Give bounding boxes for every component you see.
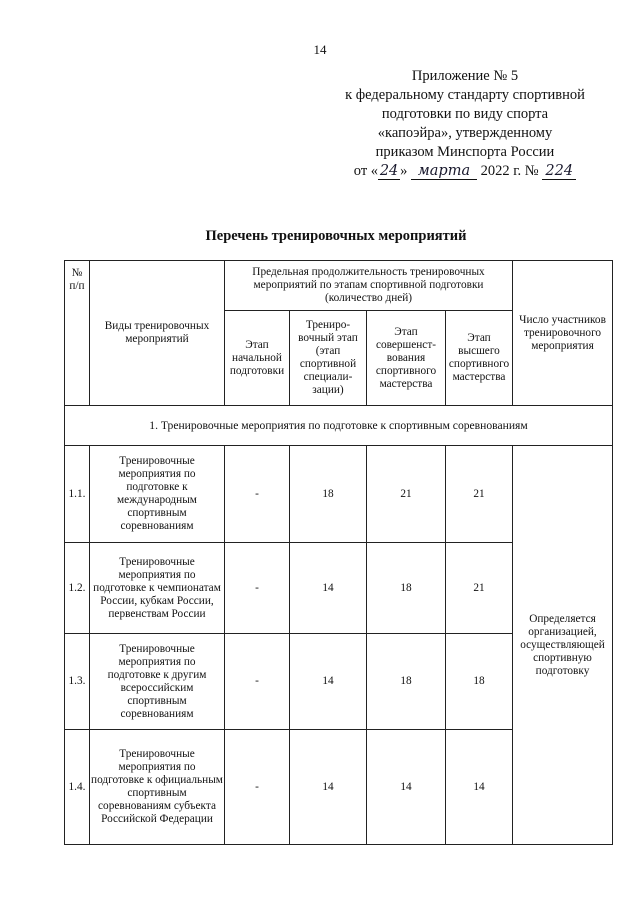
row-stage-improvement: 18 xyxy=(367,543,446,634)
order-number-handwritten: 224 xyxy=(542,163,576,180)
table-row xyxy=(65,446,613,543)
row-stage-initial: - xyxy=(225,446,290,543)
row-stage-training: 14 xyxy=(290,543,367,634)
row-name: Тренировочные мероприятия по подготовке к чемпионатам России, кубкам России, первенствам России xyxy=(90,543,225,634)
appendix-line-2: к федеральному стандарту спортивной xyxy=(345,87,585,103)
row-stage-improvement: 21 xyxy=(367,446,446,543)
row-stage-highest: 14 xyxy=(446,730,513,845)
row-stage-training: 18 xyxy=(290,446,367,543)
page-number: 14 xyxy=(313,42,327,57)
row-stage-improvement: 14 xyxy=(367,730,446,845)
row-stage-initial: - xyxy=(225,543,290,634)
appendix-line-4: «капоэйра», утвержденному xyxy=(377,125,553,141)
row-number: 1.2. xyxy=(65,543,90,634)
row-stage-training: 14 xyxy=(290,634,367,730)
section-title: 1. Тренировочные мероприятия по подготовке к спортивным соревнованиям xyxy=(65,406,613,446)
header-duration-group: Предельная продолжительность тренировочных мероприятий по этапам спортивной подготовки (количество дней) xyxy=(225,261,513,311)
row-name: Тренировочные мероприятия по подготовке к международным спортивным соревнованиям xyxy=(90,446,225,543)
appendix-date-line xyxy=(320,162,610,181)
header-stage-improvement: Этап совершенст-вования спортивного мастерства xyxy=(367,311,446,406)
date-day-handwritten: 24 xyxy=(379,163,399,179)
participants-value: Определяется организацией, осуществляющей спортивную подготовку xyxy=(513,446,613,845)
row-name: Тренировочные мероприятия по подготовке к официальным спортивным соревнованиям субъекта Российской Федерации xyxy=(90,730,225,845)
header-stage-initial: Этап начальной подготовки xyxy=(225,311,290,406)
date-mid: » xyxy=(400,163,411,179)
row-stage-highest: 21 xyxy=(446,446,513,543)
page-title: Перечень тренировочных мероприятий xyxy=(205,228,467,244)
row-number: 1.3. xyxy=(65,634,90,730)
date-year: 2022 г. № xyxy=(476,163,543,179)
appendix-header xyxy=(320,67,610,181)
appendix-line-1: Приложение № 5 xyxy=(411,68,519,84)
row-name: Тренировочные мероприятия по подготовке к другим всероссийским спортивным соревнованиям xyxy=(90,634,225,730)
row-number: 1.1. xyxy=(65,446,90,543)
date-prefix: от « xyxy=(353,163,379,179)
row-stage-initial: - xyxy=(225,730,290,845)
header-stage-training: Трениро-вочный этап (этап спортивной специали-зации) xyxy=(290,311,367,406)
row-stage-highest: 18 xyxy=(446,634,513,730)
header-participants: Число участников тренировочного мероприятия xyxy=(513,261,613,406)
header-types: Виды тренировочных мероприятий xyxy=(90,261,225,406)
row-stage-initial: - xyxy=(225,634,290,730)
row-stage-improvement: 18 xyxy=(367,634,446,730)
date-month-handwritten: марта xyxy=(411,163,477,180)
row-stage-highest: 21 xyxy=(446,543,513,634)
row-number: 1.4. xyxy=(65,730,90,845)
header-stage-highest: Этап высшего спортивного мастерства xyxy=(446,311,513,406)
row-stage-training: 14 xyxy=(290,730,367,845)
appendix-line-3: подготовки по виду спорта xyxy=(381,106,549,122)
header-number: № п/п xyxy=(65,261,90,406)
appendix-line-5: приказом Минспорта России xyxy=(375,144,555,160)
training-events-table xyxy=(64,260,613,845)
